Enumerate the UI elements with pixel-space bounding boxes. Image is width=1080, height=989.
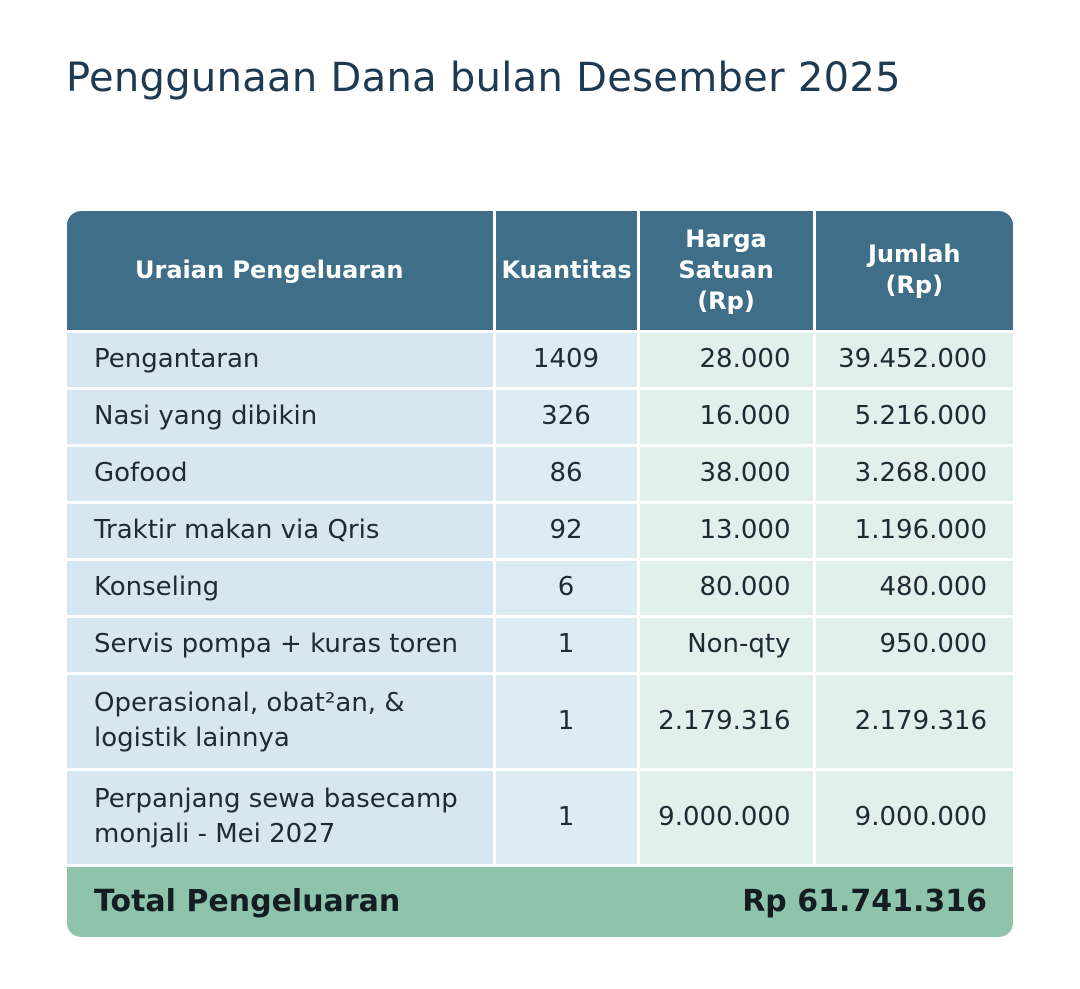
row-unit-price: 80.000 bbox=[638, 559, 814, 616]
row-unit-price: 16.000 bbox=[638, 388, 814, 445]
row-description-line1: Operasional, obat²an, & bbox=[94, 688, 405, 718]
header-amount bbox=[814, 211, 1013, 331]
table-row bbox=[67, 559, 1013, 616]
row-unit-price: 13.000 bbox=[638, 502, 814, 559]
row-description bbox=[67, 769, 494, 865]
header-amount-line2: (Rp) bbox=[885, 271, 944, 300]
expense-table bbox=[67, 211, 1013, 937]
row-quantity: 1 bbox=[494, 616, 638, 673]
header-quantity-label: Kuantitas bbox=[501, 255, 632, 284]
row-description bbox=[67, 388, 494, 445]
row-description-line1: Perpanjang sewa basecamp bbox=[94, 784, 458, 814]
total-label: Total Pengeluaran bbox=[67, 865, 638, 937]
row-quantity: 1 bbox=[494, 673, 638, 769]
header-unit-price-line3: (Rp) bbox=[697, 286, 755, 315]
row-description bbox=[67, 559, 494, 616]
row-description bbox=[67, 445, 494, 502]
row-description-line1: Servis pompa + kuras toren bbox=[94, 629, 458, 659]
table-row bbox=[67, 445, 1013, 502]
table-row bbox=[67, 673, 1013, 769]
row-amount: 9.000.000 bbox=[814, 769, 1013, 865]
total-row bbox=[67, 865, 1013, 937]
row-amount: 5.216.000 bbox=[814, 388, 1013, 445]
row-description-line1: Gofood bbox=[94, 458, 188, 488]
table-row bbox=[67, 502, 1013, 559]
row-unit-price: 9.000.000 bbox=[638, 769, 814, 865]
expense-table-container bbox=[67, 211, 1013, 937]
row-unit-price: Non-qty bbox=[638, 616, 814, 673]
row-quantity: 326 bbox=[494, 388, 638, 445]
row-description-line1: Pengantaran bbox=[94, 344, 260, 374]
row-quantity: 1 bbox=[494, 769, 638, 865]
row-description-line2: logistik lainnya bbox=[94, 723, 290, 753]
row-quantity: 1409 bbox=[494, 331, 638, 388]
row-amount: 39.452.000 bbox=[814, 331, 1013, 388]
row-quantity: 86 bbox=[494, 445, 638, 502]
row-description-line1: Nasi yang dibikin bbox=[94, 401, 318, 431]
total-value: Rp 61.741.316 bbox=[638, 865, 1013, 937]
header-amount-line1: Jumlah bbox=[867, 240, 961, 269]
row-amount: 2.179.316 bbox=[814, 673, 1013, 769]
table-row bbox=[67, 769, 1013, 865]
header-description-label: Uraian Pengeluaran bbox=[135, 255, 404, 284]
row-description-line1: Traktir makan via Qris bbox=[94, 515, 380, 545]
row-unit-price: 28.000 bbox=[638, 331, 814, 388]
header-unit-price-line2: Satuan bbox=[678, 255, 774, 284]
page-title: Penggunaan Dana bulan Desember 2025 bbox=[66, 55, 901, 101]
table-row bbox=[67, 616, 1013, 673]
table-row bbox=[67, 388, 1013, 445]
row-amount: 1.196.000 bbox=[814, 502, 1013, 559]
row-amount: 480.000 bbox=[814, 559, 1013, 616]
row-quantity: 6 bbox=[494, 559, 638, 616]
header-unit-price bbox=[638, 211, 814, 331]
row-unit-price: 2.179.316 bbox=[638, 673, 814, 769]
header-quantity bbox=[494, 211, 638, 331]
table-row bbox=[67, 331, 1013, 388]
header-unit-price-line1: Harga bbox=[685, 224, 767, 253]
row-amount: 950.000 bbox=[814, 616, 1013, 673]
table-header-row bbox=[67, 211, 1013, 331]
row-amount: 3.268.000 bbox=[814, 445, 1013, 502]
row-description-line2: monjali - Mei 2027 bbox=[94, 819, 336, 849]
row-description-line1: Konseling bbox=[94, 572, 220, 602]
header-description bbox=[67, 211, 494, 331]
row-description bbox=[67, 502, 494, 559]
row-description bbox=[67, 673, 494, 769]
row-description bbox=[67, 331, 494, 388]
row-unit-price: 38.000 bbox=[638, 445, 814, 502]
row-quantity: 92 bbox=[494, 502, 638, 559]
row-description bbox=[67, 616, 494, 673]
